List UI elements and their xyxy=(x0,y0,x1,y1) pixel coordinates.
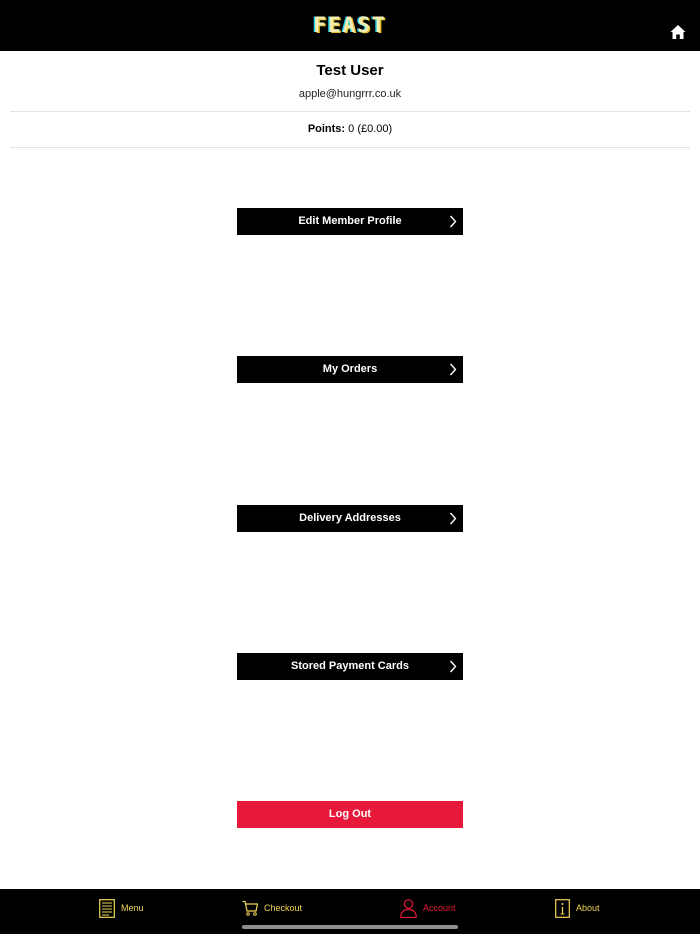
home-indicator xyxy=(242,925,458,929)
divider xyxy=(10,111,690,112)
feast-logo: FEAST xyxy=(313,13,387,37)
button-label: Log Out xyxy=(328,808,372,820)
tab-checkout[interactable] xyxy=(242,897,302,919)
chevron-right-icon xyxy=(449,363,457,376)
log-out-button[interactable] xyxy=(237,801,463,828)
points-summary xyxy=(0,123,700,135)
home-button[interactable] xyxy=(670,24,686,40)
home-icon xyxy=(670,24,686,40)
tab-account[interactable] xyxy=(400,897,456,919)
user-icon xyxy=(400,899,417,918)
cart-icon xyxy=(242,900,258,916)
button-label: Edit Member Profile xyxy=(298,215,402,227)
tab-label: Checkout xyxy=(264,903,303,913)
menu-list-icon xyxy=(99,899,115,918)
stored-payment-cards-button[interactable] xyxy=(237,653,463,680)
button-label: My Orders xyxy=(322,363,378,375)
user-email: apple@hungrrr.co.uk xyxy=(298,88,402,100)
points-label: Points: xyxy=(307,123,346,135)
points-value: 0 (£0.00) xyxy=(345,123,393,135)
tab-about[interactable] xyxy=(555,897,600,919)
info-icon xyxy=(555,899,570,918)
divider xyxy=(10,147,690,148)
button-label: Delivery Addresses xyxy=(299,512,401,524)
chevron-right-icon xyxy=(449,660,457,673)
my-orders-button[interactable] xyxy=(237,356,463,383)
edit-member-profile-button[interactable] xyxy=(237,208,463,235)
button-label: Stored Payment Cards xyxy=(291,660,409,672)
delivery-addresses-button[interactable] xyxy=(237,505,463,532)
tab-label: Menu xyxy=(121,903,144,913)
tab-menu[interactable] xyxy=(99,897,144,919)
tab-label: About xyxy=(576,903,600,913)
user-name: Test User xyxy=(316,62,384,79)
chevron-right-icon xyxy=(449,512,457,525)
tab-label: Account xyxy=(423,903,456,913)
top-bar xyxy=(0,0,700,51)
chevron-right-icon xyxy=(449,215,457,228)
